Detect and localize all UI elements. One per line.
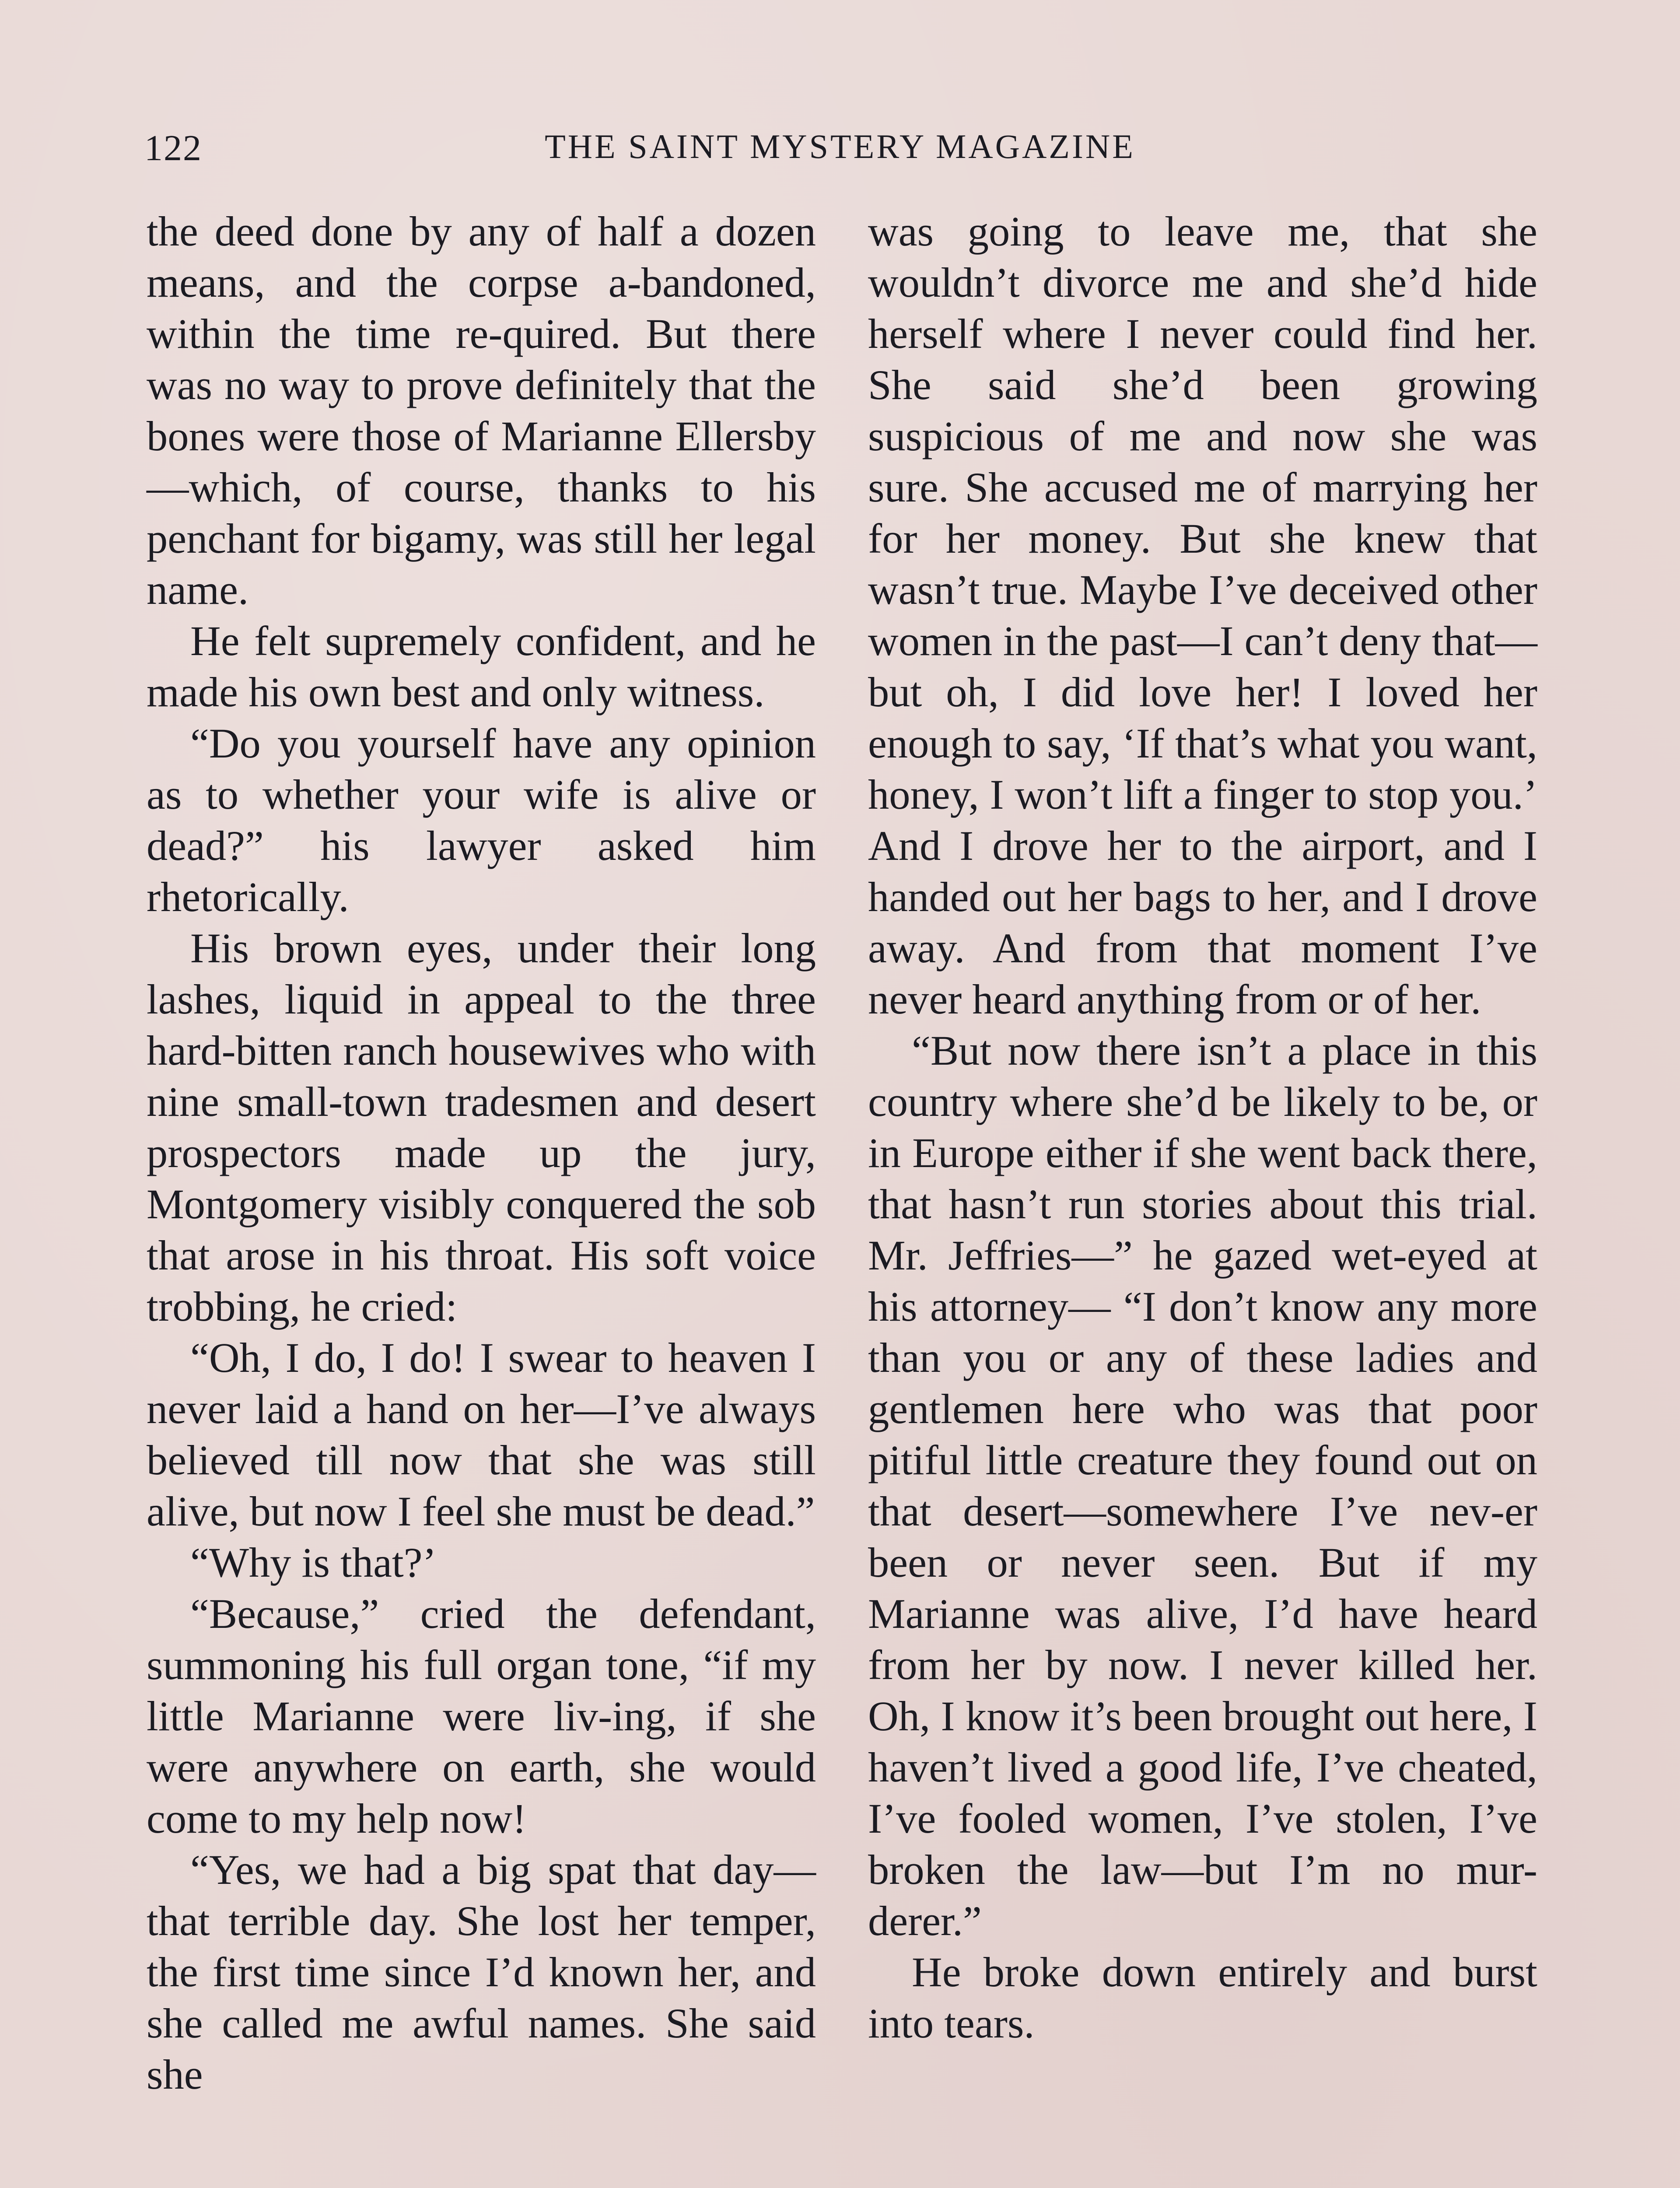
paragraph: He felt supremely confident, and he made his own best and only witness. <box>147 617 816 715</box>
paragraph: “Do you yourself have any opinion as to whether your wife is alive or dead?” his lawyer asked him rhetorically. <box>147 720 816 920</box>
paragraph: the deed done by any of half a dozen means, and the corpse a-bandoned, within the time re-quired. But there was no way to prove definitely that the bones were those of Marianne Ellersby —which, of course, thanks to his penchant for bigamy, was still her legal name. <box>147 208 816 613</box>
paragraph: “Yes, we had a big spat that day—that terrible day. She lost her temper, the first time since I’d known her, and she called me awful names. She said she <box>147 1846 816 2098</box>
paragraph: “Why is that?’ <box>190 1539 437 1586</box>
right-column <box>868 206 1537 2049</box>
paragraph: His brown eyes, under their long lashes, liquid in appeal to the three hard-bitten ranch housewives who with nine small-town tradesmen and desert prospectors made up the jury, Montgomery visibly conquered the sob that arose in his throat. His soft voice trobbing, he cried: <box>147 925 816 1330</box>
page-number: 122 <box>144 128 202 168</box>
paragraph: was going to leave me, that she wouldn’t divorce me and she’d hide herself where I never could find her. She said she’d been growing suspicious of me and now she was sure. She accused me of marrying her for her money. But she knew that wasn’t true. Maybe I’ve deceived other women in the past—I can’t deny that—but oh, I did love her! I loved her enough to say, ‘If that’s what you want, honey, I won’t lift a finger to stop you.’ And I drove her to the airport, and I handed out her bags to her, and I drove away. And from that moment I’ve never heard anything from or of her. <box>868 208 1537 1023</box>
paragraph: He broke down entirely and burst into tears. <box>868 1949 1537 2047</box>
paragraph: “Oh, I do, I do! I swear to heaven I never laid a hand on her—I’ve always believed till now that she was still alive, but now I feel she must be dead.” <box>147 1334 816 1535</box>
running-head: THE SAINT MYSTERY MAGAZINE <box>545 127 1135 165</box>
left-column <box>147 206 816 2100</box>
paragraph: “But now there isn’t a place in this country where she’d be likely to be, or in Europe either if she went back there, that hasn’t run stories about this trial. Mr. Jeffries—” he gazed wet-eyed at his attorney— “I don’t know any more than you or any of these ladies and gentlemen here who was that poor pitiful little creature they found out on that desert—somewhere I’ve nev-er been or never seen. But if my Marianne was alive, I’d have heard from her by now. I never killed her. Oh, I know it’s been brought out here, I haven’t lived a good life, I’ve cheated, I’ve fooled women, I’ve stolen, I’ve broken the law—but I’m no mur-derer.” <box>868 1027 1537 1944</box>
paragraph: “Because,” cried the defendant, summoning his full organ tone, “if my little Marianne were liv-ing, if she were anywhere on earth, she would come to my help now! <box>147 1590 816 1842</box>
page-header <box>144 127 1536 184</box>
